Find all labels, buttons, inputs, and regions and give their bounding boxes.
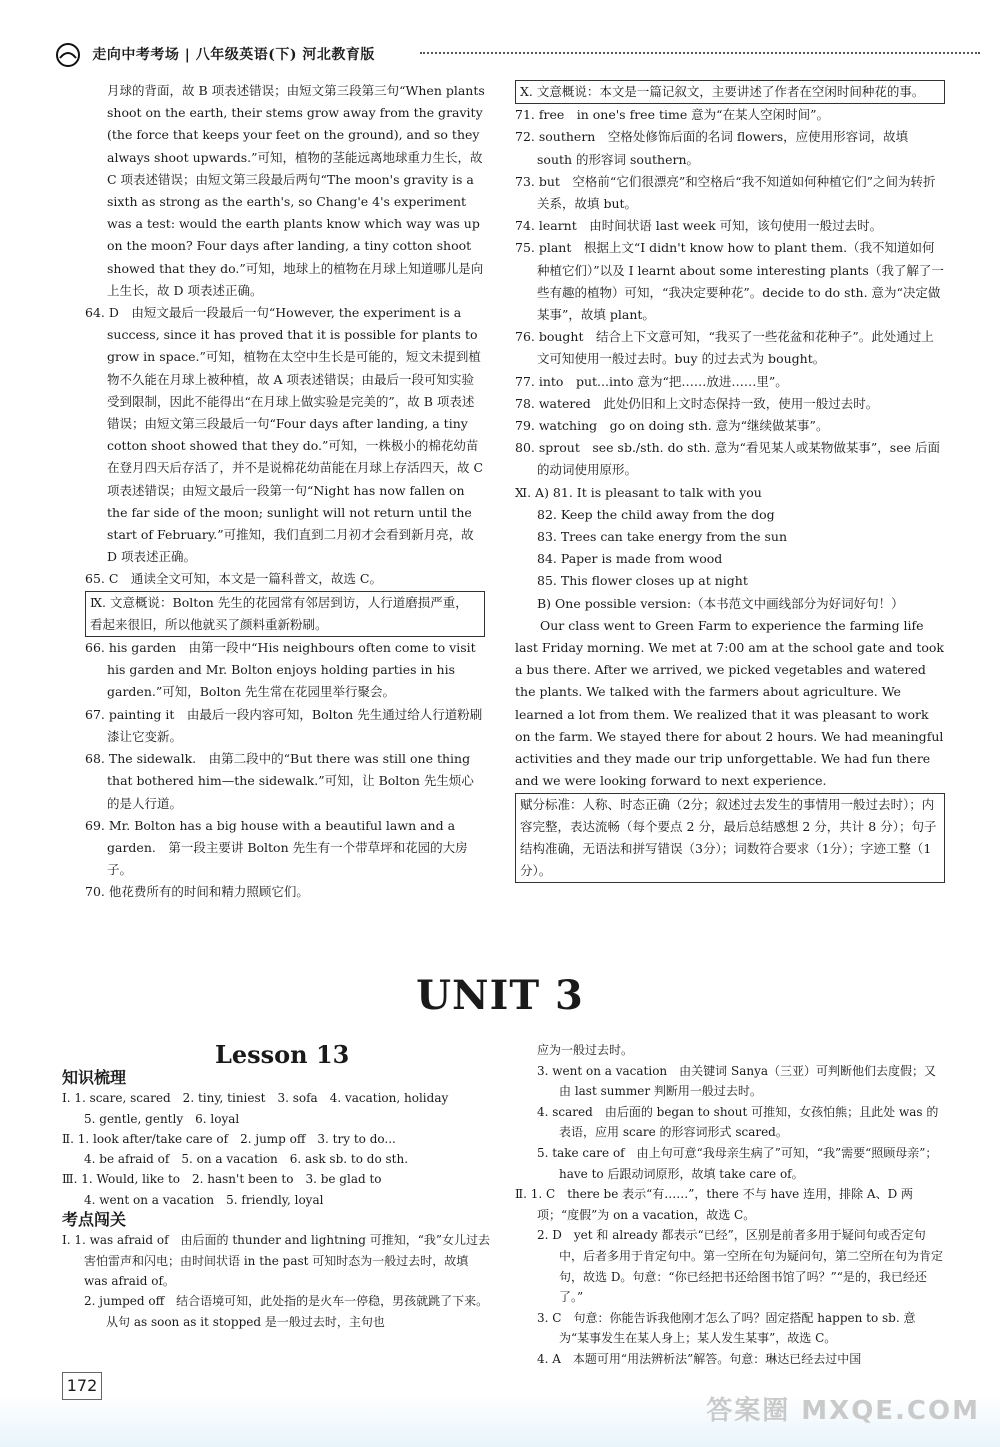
section-exam: 考点闯关 bbox=[62, 1210, 127, 1230]
knowledge-iii-2: 4. went on a vacation 5. friendly, loyal bbox=[84, 1192, 324, 1207]
summary-box-ix: Ⅸ. 文意概说：Bolton 先生的花园常有邻居到访，人行道磨损严重，看起来很旧，所以他就买了颜料重新粉刷。 bbox=[85, 591, 485, 637]
knowledge-ii-2: 4. be afraid of 5. on a vacation 6. ask sb. to do sth. bbox=[84, 1152, 409, 1167]
answer-69: 69. Mr. Bolton has a big house with a beautiful lawn and a garden. 第一段主要讲 Bolton 先生有一个带草坪和花园的大房子。 bbox=[85, 817, 468, 878]
header-divider bbox=[420, 52, 980, 54]
answer-67: 67. painting it 由最后一段内容可知，Bolton 先生通过给人行道粉刷漆让它变新。 bbox=[85, 706, 483, 744]
answer-72: 72. southern 空格处修饰后面的名词 flowers，应使用形容词，故填 south 的形容词 southern。 bbox=[515, 129, 909, 167]
answer-63-cont: 月球的背面，故 B 项表述错误；由短文第三段第三句“When plants shoot on the earth, their stems grow away from the gravity (the force that keeps your feet on the ground), and so they always shoot upwards.”可知，植物的茎能远离地球重力生长，故 C 项表述错误；由短文第三段最后两句“The moon's gravity is a sixth as strong as the earth's, so Chang'e 4's experiment was a test: would the earth plants know which way was up on the moon? Four days after landing, a tiny cotton shoot showed that they do.”可知，地球上的植物在月球上知道哪儿是向上生长，故 D 项表述正确。 bbox=[107, 83, 485, 298]
answer-65: 65. C 通读全文可知，本文是一篇科普文，故选 C。 bbox=[85, 571, 382, 587]
bottom-right-column bbox=[515, 1040, 945, 1370]
answer-78: 78. watered 此处仍旧和上文时态保持一致，使用一般过去时。 bbox=[515, 395, 879, 411]
knowledge-ii-1: Ⅱ. 1. look after/take care of 2. jump off 3. try to do... bbox=[62, 1131, 396, 1146]
section-knowledge: 知识梳理 bbox=[62, 1068, 127, 1087]
exam-ii-2: 2. D yet 和 already 都表示“已经”，区别是前者多用于疑问句或否定句中，后者多用于肯定句中。第一空所在句为疑问句，第二空所在句为肯定句，故选 D。句意：“你已经把书还给图书馆了吗？”“是的，我已经还了。” bbox=[537, 1228, 944, 1305]
watermark: 答案圈 MXQE.COM bbox=[706, 1396, 980, 1426]
right-column bbox=[515, 80, 945, 883]
answer-80: 80. sprout see sb./sth. do sth. 意为“看见某人或某物做某事”，see 后面的动词使用原形。 bbox=[515, 440, 940, 478]
exam-i-3: 3. went on a vacation 由关键词 Sanya（三亚）可判断他们去度假；又由 last summer 判断用一般过去时。 bbox=[537, 1063, 937, 1099]
exam-ii-1: Ⅱ. 1. C there be 表示“有……”，there 不与 have 连用，排除 A、D 两项；“度假”为 on a vacation，故选 C。 bbox=[515, 1187, 914, 1222]
page-number: 172 bbox=[62, 1372, 102, 1400]
exam-i-2: 2. jumped off 结合语境可知，此处指的是火车一停稳，男孩就跳了下来。从句 as soon as it stopped 是一般过去时，主句也 bbox=[84, 1294, 489, 1329]
exam-ii-3: 3. C 句意：你能告诉我他刚才怎么了吗？固定搭配 happen to sb. 意为“某事发生在某人身上；某人发生某事”，故选 C。 bbox=[537, 1310, 916, 1346]
page-header bbox=[55, 42, 375, 68]
essay-heading: B) One possible version:（本书范文中画线部分为好词好句！） bbox=[537, 595, 904, 611]
exam-i-5: 5. take care of 由上句可意“我母亲生病了”可知，“我”需要“照顾母亲”；have to 后跟动词原形，故填 take care of。 bbox=[537, 1145, 938, 1181]
knowledge-i-2: 5. gentle, gently 6. loyal bbox=[84, 1111, 240, 1126]
answer-75: 75. plant 根据上文“I didn't know how to plant them.（我不知道如何种植它们）”以及 I learnt about some interesting plants（我了解了一些有趣的植物）可知，“我决定要种花”。decide to do sth. 意为“决定做某事”，故填 plant。 bbox=[515, 240, 944, 323]
answer-79: 79. watching go on doing sth. 意为“继续做某事”。 bbox=[515, 418, 829, 434]
bottom-left-column bbox=[62, 1068, 492, 1332]
left-column bbox=[85, 80, 485, 904]
answer-81: Ⅺ. A) 81. It is pleasant to talk with you bbox=[515, 484, 762, 500]
answer-83: 83. Trees can take energy from the sun bbox=[537, 529, 788, 545]
knowledge-iii-1: Ⅲ. 1. Would, like to 2. hasn't been to 3. be glad to bbox=[62, 1172, 382, 1187]
exam-i-1: Ⅰ. 1. was afraid of 由后面的 thunder and lightning 可推知，“我”女儿过去害怕雷声和闪电；由时间状语 in the past 可知时态为一般过去时，故填 was afraid of。 bbox=[62, 1233, 491, 1288]
unit-title: UNIT 3 bbox=[416, 972, 584, 1019]
sample-essay: Our class went to Green Farm to experience the farming life last Friday morning. We met at 7:00 am at the school gate and took a bus there. After we arrived, we picked vegetables and watered the plants. We talked with the farmers about agriculture. We learned a lot from them. We realized that it was pleasant to work on the farm. We stayed there for about 2 hours. We had meaningful activities and they made our trip unforgettable. We had fun there and we were looking forward to next experience. bbox=[515, 617, 944, 789]
answer-76: 76. bought 结合上下文意可知，“我买了一些花盆和花种子”。此处通过上文可知使用一般过去时。buy 的过去式为 bought。 bbox=[515, 329, 934, 367]
answer-70: 70. 他花费所有的时间和精力照顾它们。 bbox=[85, 884, 309, 900]
header-title: 走向中考考场 | 八年级英语(下) 河北教育版 bbox=[92, 47, 375, 63]
exam-i-2-cont: 应为一般过去时。 bbox=[537, 1043, 634, 1057]
answer-77: 77. into put...into 意为“把……放进……里”。 bbox=[515, 373, 788, 389]
exam-ii-4: 4. A 本题可用“用法辨析法”解答。句意：琳达已经去过中国 bbox=[537, 1351, 862, 1366]
answer-71: 71. free in one's free time 意为“在某人空闲时间”。 bbox=[515, 107, 829, 123]
answer-73: 73. but 空格前“它们很漂亮”和空格后“我不知道如何种植它们”之间为转折关系，故填 but。 bbox=[515, 173, 936, 212]
summary-box-x: Ⅹ. 文意概说：本文是一篇记叙文，主要讲述了作者在空闲时间种花的事。 bbox=[515, 80, 945, 104]
knowledge-i-1: Ⅰ. 1. scare, scared 2. tiny, tiniest 3. sofa 4. vacation, holiday bbox=[62, 1091, 449, 1106]
answer-74: 74. learnt 由时间状语 last week 可知，该句使用一般过去时。 bbox=[515, 218, 883, 234]
book-logo-icon bbox=[55, 42, 81, 68]
answer-82: 82. Keep the child away from the dog bbox=[537, 506, 775, 522]
lesson-title: Lesson 13 bbox=[215, 1040, 350, 1069]
answer-66: 66. his garden 由第一段中“His neighbours often come to visit his garden and Mr. Bolton enjoys holding parties in his garden.”可知，Bolton 先生常在花园里举行聚会。 bbox=[85, 640, 476, 700]
exam-i-4: 4. scared 由后面的 began to shout 可推知，女孩怕熊；且此处 was 的表语，应用 scare 的形容词形式 scared。 bbox=[537, 1104, 939, 1140]
scoring-criteria-box: 赋分标准：人称、时态正确（2分；叙述过去发生的事情用一般过去时）；内容完整，表达流畅（每个要点 2 分，最后总结感想 2 分，共计 8 分）；句子结构准确，无语法和拼写错误（3分）；词数符合要求（1分）；字迹工整（1分）。 bbox=[515, 793, 945, 884]
answer-64: 64. D 由短文最后一段最后一句“However, the experiment is a success, since it has proved that it is possible for plants to grow in space.”可知，植物在太空中生长是可能的，短文未提到植物不久能在月球上被种植，故 A 项表述错误；由最后一段可知实验受到限制，因此不能得出“在月球上做实验是完美的”，故 B 项表述错误；由短文第三段最后一句“Four days after landing, a tiny cotton shoot showed that they do.”可知，一株极小的棉花幼苗在登月四天后存活了，并不是说棉花幼苗能在月球上存活四天，故 C 项表述错误；由短文最后一段第一句“Night has now fallen on the far side of the moon; sunlight will not return until the start of February.”可推知，我们直到二月初才会看到新月亮，故 D 项表述正确。 bbox=[85, 305, 484, 565]
answer-85: 85. This flower closes up at night bbox=[537, 573, 748, 589]
answer-84: 84. Paper is made from wood bbox=[537, 551, 723, 567]
answer-68: 68. The sidewalk. 由第二段中的“But there was still one thing that bothered him—the sidewalk.”可知，让 Bolton 先生烦心的是人行道。 bbox=[85, 751, 474, 811]
